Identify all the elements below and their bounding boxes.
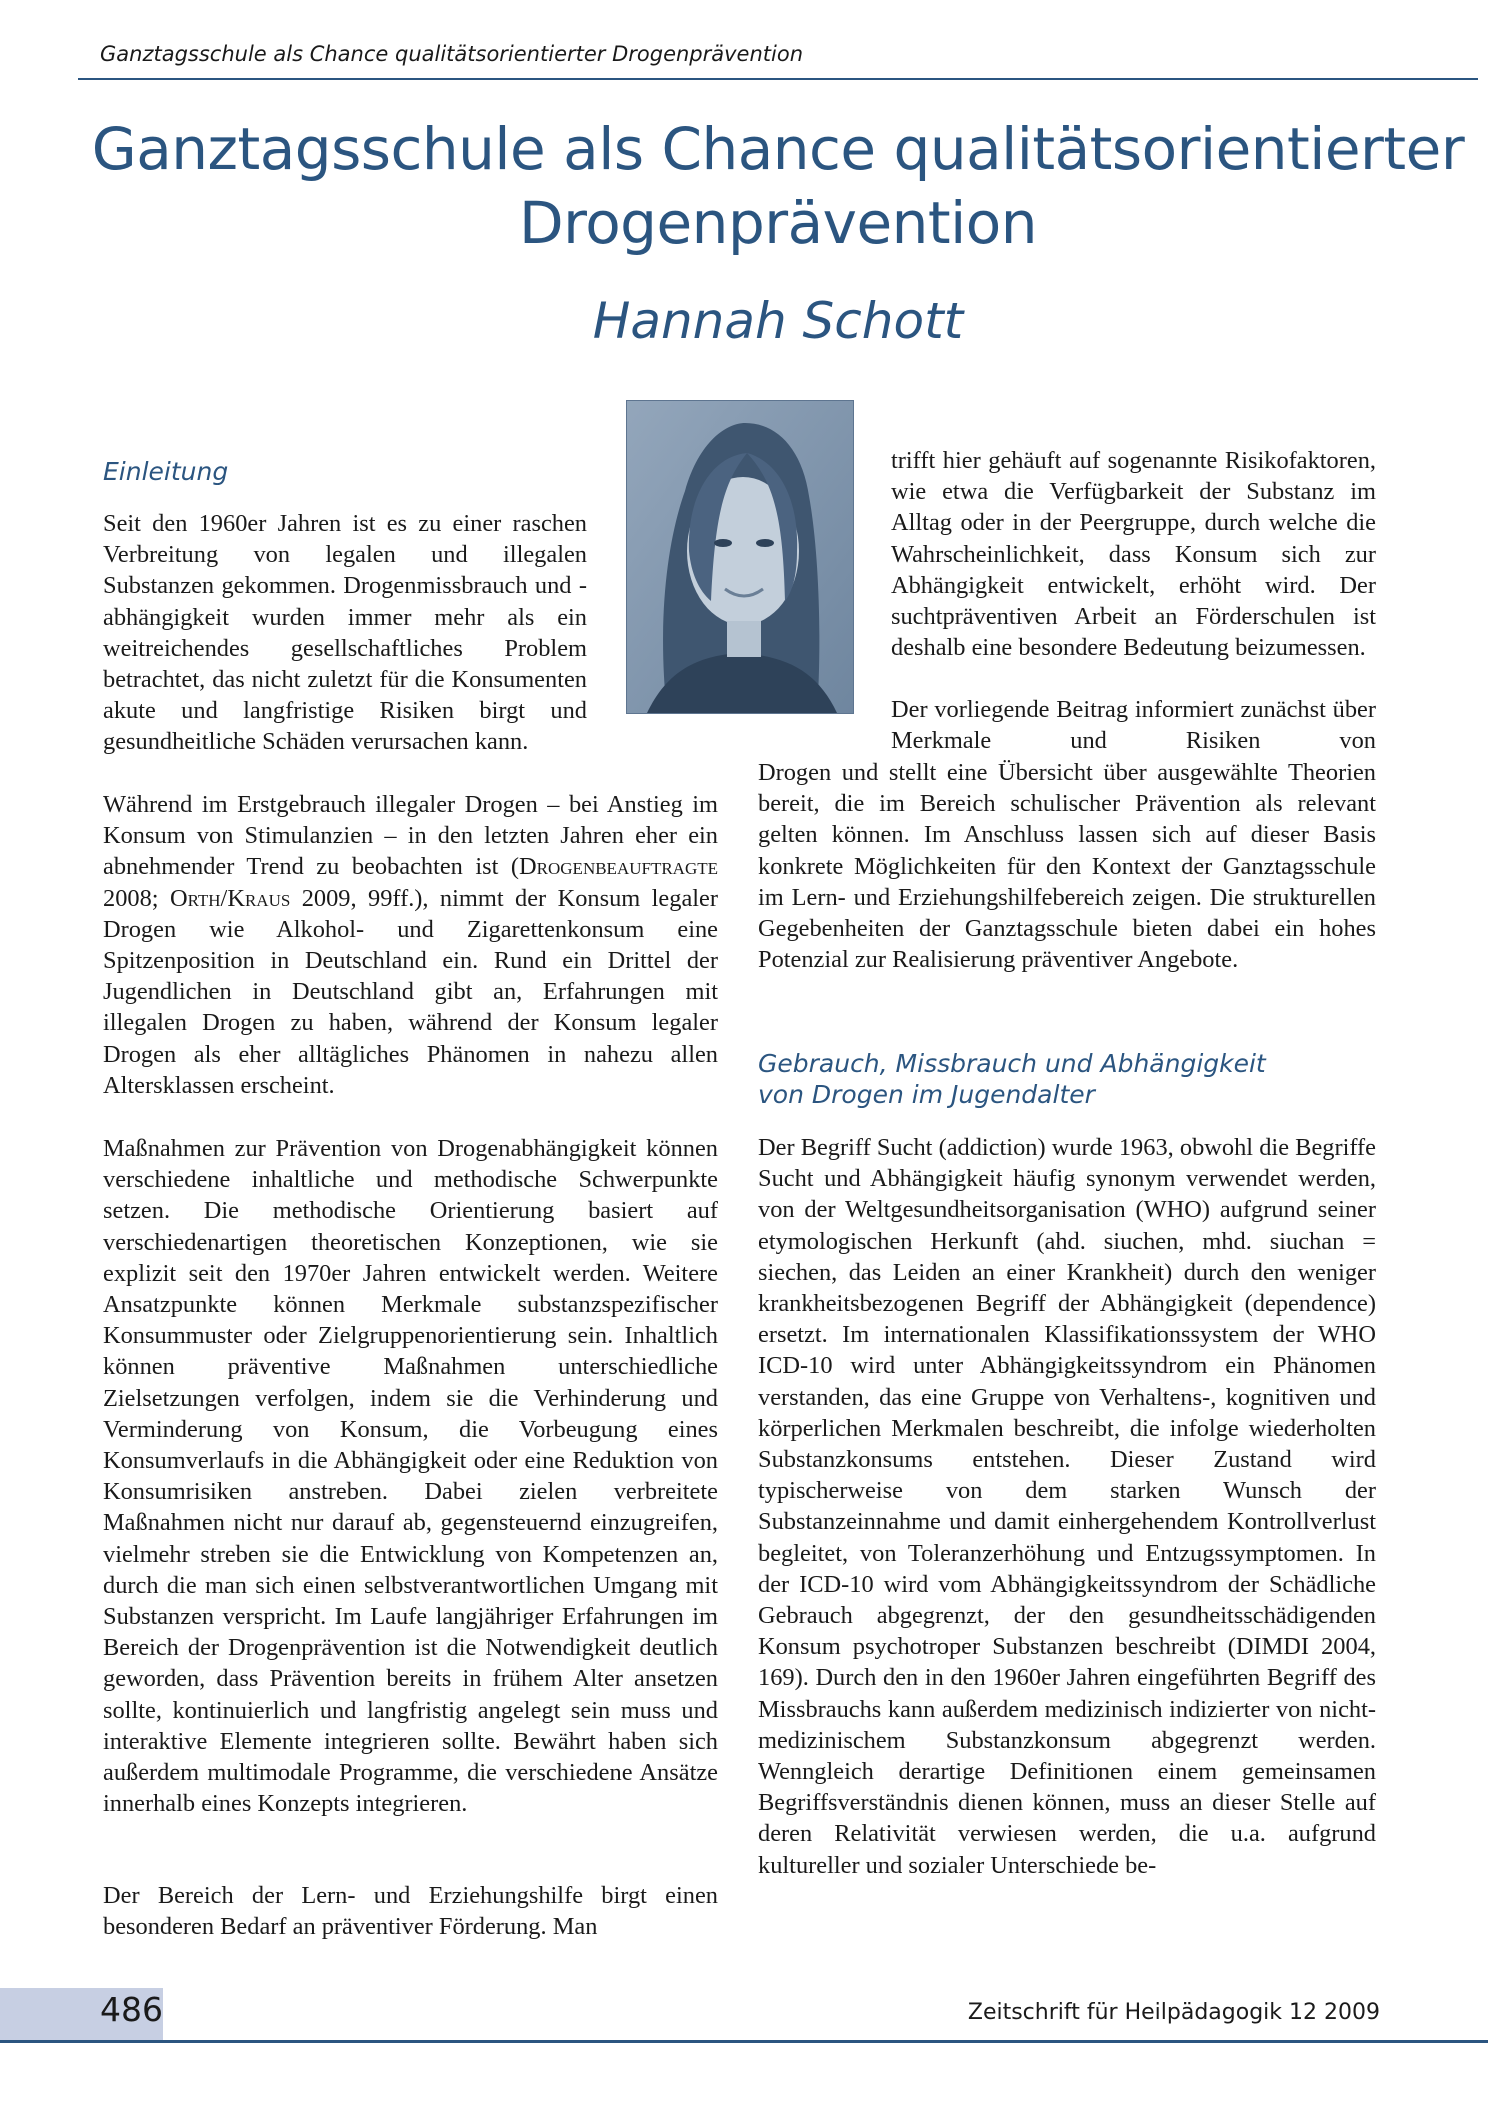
paragraph-consumption-trends [103, 789, 718, 1101]
header-rule [78, 78, 1478, 80]
paragraph-article-overview-start: Der vorliegende Beitrag informiert zunächst über Merkmale und Risiken von [891, 696, 1376, 755]
paragraph-learning-support: Der Bereich der Lern- und Erziehungshilfe birgt einen besonderen Bedarf an präventiver Förderung. Man [103, 1882, 718, 1941]
author-photo [626, 400, 854, 714]
paragraph-article-overview: Drogen und stellt eine Übersicht über ausgewählte Theorien bereit, die im Bereich schulischer Prävention als relevant gelten können. Im Anschluss lassen sich auf dieser Basis konkrete Möglichkeiten für den Kontext der Ganztagsschule im Lern- und Erziehungshilfebereich zeigen. Die strukturellen Gegebenheiten der Ganztagsschule bieten dabei ein hohes Potenzial zur Realisierung präventiver Angebote. [758, 759, 1376, 974]
author-name: Hannah Schott [592, 292, 964, 350]
journal-info: Zeitschrift für Heilpädagogik 12 2009 [967, 2000, 1380, 2025]
section-heading-gebrauch: Gebrauch, Missbrauch und Abhängigkeit von Drogen im Jugendalter [758, 1049, 1266, 1109]
citation-orth-kraus: Orth/Kraus [169, 884, 291, 912]
paragraph-definition-addiction: Der Begriff Sucht (addiction) wurde 1963, obwohl die Begriffe Sucht und Abhängigkeit häufig synonym verwendet werden, von der Weltgesundheitsorganisation (WHO) aufgrund seiner etymologischen Herkunft (ahd. siuchen, mhd. siuchan = siechen, das Leiden an einer Krankheit) durch den weniger krankheitsbezogenen Begriff der Abhängigkeit (dependence) ersetzt. Im internationalen Klassifikationssystem der WHO ICD-10 wird unter Abhängigkeitssyndrom ein Phänomen verstanden, das eine Gruppe von Verhaltens-, kognitiven und körperlichen Merkmalen beschreibt, die infolge wiederholten Substanzkonsums entstehen. Dieser Zustand wird typischerweise von dem starken Wunsch der Substanzeinnahme und damit einhergehendem Kontrollverlust begleitet, von Toleranzerhöhung und Entzugssymptomen. In der ICD-10 wird vom Abhängigkeitssyndrom der Schädliche Gebrauch abgegrenzt, der den gesundheitsschädigenden Konsum psychotroper Substanzen beschreibt (DIMDI 2004, 169). Durch den in den 1960er Jahren eingeführten Begriff des Missbrauchs kann außerdem medizinisch indizierter von nicht-medizinischem Substanzkonsum abgegrenzt werden. Wenngleich derartige Definitionen einem gemeinsamen Begriffsverständnis dienen können, muss an dieser Stelle auf deren Relativität verwiesen werden, die u.a. aufgrund kultureller und sozialer Unterschiede be- [758, 1134, 1376, 1879]
paragraph-prevention-measures: Maßnahmen zur Prävention von Drogenabhängigkeit können verschiedene inhaltliche und methodische Schwerpunkte setzen. Die methodische Orientierung basiert auf verschiedenartigen theoretischen Konzeptionen, wie sie explizit seit den 1970er Jahren entwickelt werden. Weitere Ansatzpunkte können Merkmale substanzspezifischer Konsummuster oder Zielgruppenorientierung sein. Inhaltlich können präventive Maßnahmen unterschiedliche Zielsetzungen verfolgen, indem sie die Verhinderung und Verminderung von Konsum, die Vorbeugung eines Konsumverlaufs in die Abhängigkeit oder eine Reduktion von Konsumrisiken anstreben. Dabei zielen verbreitete Maßnahmen nicht nur darauf ab, gegensteuernd einzugreifen, vielmehr streben sie die Entwicklung von Kompetenzen an, durch die man sich einen selbstverantwortlichen Umgang mit Substanzen verspricht. Im Laufe langjähriger Erfahrungen im Bereich der Drogenprävention ist die Notwendigkeit deutlich geworden, dass Prävention bereits in frühem Alter ansetzen sollte, kontinuierlich und langfristig angelegt sein muss und interaktive Elemente integrieren sollte. Bewährt haben sich außerdem multimodale Programme, die verschiedene Ansätze innerhalb eines Konzepts integrieren. [103, 1135, 718, 1818]
paragraph-consumption-trends-start: Während im Erstgebrauch illegaler Drogen – bei Anstieg im Konsum von Stimulanzien – in den letzten Jahren eher ein abnehmender Trend zu beobachten ist ( [103, 791, 718, 881]
paragraph-consumption-trends-end: 2009, 99ff.), nimmt der Konsum legaler Drogen wie Alkohol- und Zigarettenkonsum eine Spitzenposition in Deutschland ein. Rund ein Drittel der Jugendlichen in Deutschland gibt an, Erfahrungen mit illegalen Drogen zu haben, während der Konsum legaler Drogen als eher alltägliches Phänomen in nahezu allen Altersklassen erscheint. [103, 884, 718, 1099]
title-line-2: Drogenprävention [518, 189, 1038, 257]
author-portrait-illustration [627, 401, 853, 713]
paragraph-intro: Seit den 1960er Jahren ist es zu einer raschen Verbreitung von legalen und illegalen Substanzen gekommen. Drogenmissbrauch und -abhängigkeit wurden immer mehr als ein weitreichendes gesellschaftliches Problem betrachtet, das nicht zuletzt für die Konsumenten akute und langfristige Risiken birgt und gesundheitliche Schäden verursachen kann. [103, 510, 587, 756]
article-title [78, 112, 1478, 260]
title-line-1: Ganztagsschule als Chance qualitätsorientierter [91, 115, 1465, 183]
section-heading-einleitung: Einleitung [103, 457, 229, 486]
running-head: Ganztagsschule als Chance qualitätsorientierter Drogenprävention [100, 42, 804, 66]
citation-drogenbeauftragte: Drogenbeauftragte [519, 853, 718, 881]
footer-rule [0, 2040, 1488, 2043]
citation-year-2008: 2008; [103, 884, 170, 912]
page-number: 486 [100, 1990, 163, 2029]
paragraph-risk-factors: trifft hier gehäuft auf sogenannte Risikofaktoren, wie etwa die Verfügbarkeit der Substanz im Alltag oder in der Peergruppe, durch welche die Wahrscheinlichkeit, dass Konsum sich zur Abhängigkeit entwickelt, erhöht wird. Der suchtpräventiven Arbeit an Förderschulen ist deshalb eine besondere Bedeutung beizumessen. [891, 447, 1376, 662]
